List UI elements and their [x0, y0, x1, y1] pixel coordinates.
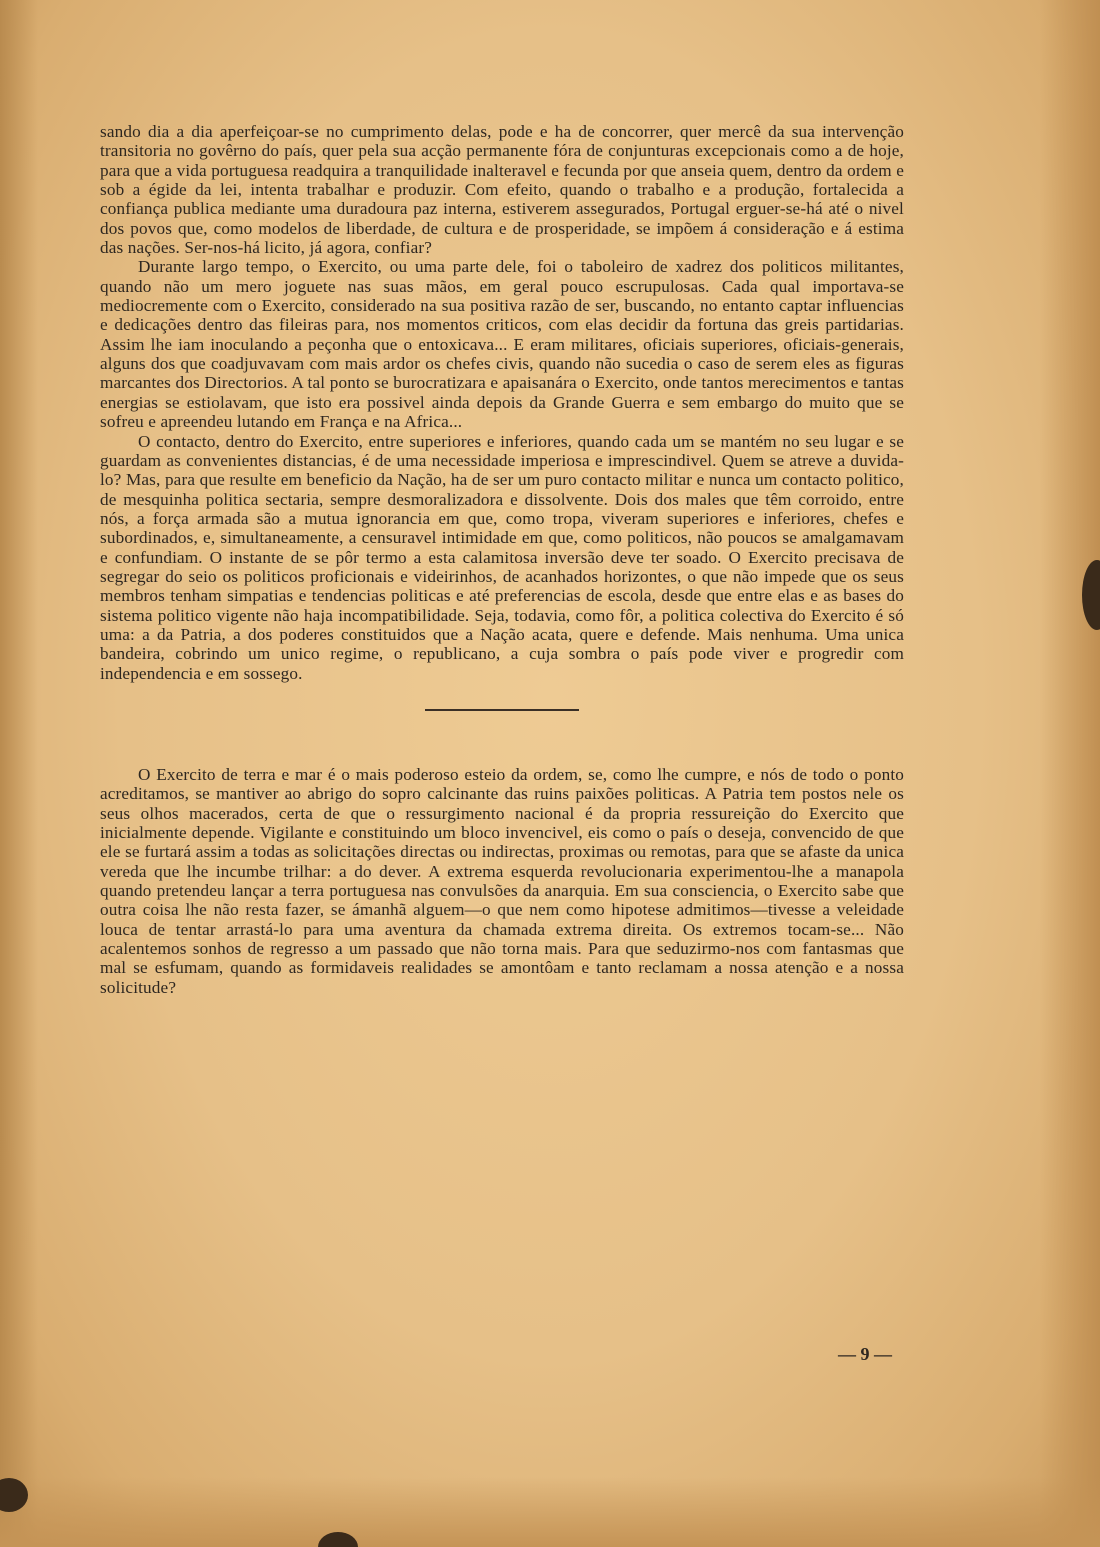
- paper-edge-left: [0, 0, 38, 1547]
- paragraph: O contacto, dentro do Exercito, entre superiores e inferiores, quando cada um se mantém no seu lugar e se guardam as convenientes distancias, é de uma necessidade imperiosa e imprescindivel. Quem se atreve a duvida-lo? Mas, para que resulte em beneficio da Nação, ha de ser um puro contacto militar e nunca um contacto politico, de mesquinha politica sectaria, sempre desmoralizadora e dissolvente. Dois dos males que têm corroido, entre nós, a força armada são a mutua ignorancia em que, como tropa, viveram superiores e inferiores, chefes e subordinados, e, simultaneamente, a censuravel intimidade em que, como politicos, não poucos se amalgamavam e confundiam. O instante de se pôr termo a esta calamitosa inversão deve ter soado. O Exercito precisava de segregar do seio os politicos proficionais e videirinhos, de acanhados horizontes, o que não impede que os seus membros tenham simpatias e tendencias politicas e até preferencias de escola, desde que entre elas e as bases do sistema politico vigente não haja incompatibilidade. Seja, todavia, como fôr, a politica colectiva do Exercito é só uma: a da Patria, a dos poderes constituidos que a Nação acata, quere e defende. Mais nenhuma. Uma unica bandeira, cobrindo um unico regime, o republicano, a cuja sombra o país pode viver e progredir com independencia e em sossego.: [100, 431, 904, 683]
- paragraph: Durante largo tempo, o Exercito, ou uma parte dele, foi o taboleiro de xadrez dos politicos militantes, quando não um mero joguete nas suas mãos, em geral pouco escrupulosas. Cada qual importava-se mediocremente com o Exercito, considerado na sua positiva razão de ser, buscando, no entanto captar influencias e dedicações dentro das fileiras para, nos momentos criticos, com elas decidir da fortuna das greis partidarias. Assim lhe iam inoculando a peçonha que o entoxicava... E eram militares, oficiais superiores, oficiais-generais, alguns dos que coadjuvavam com mais ardor os chefes civis, quando não sucedia o caso de serem eles as figuras marcantes dos Directorios. A tal ponto se burocratizara e apaisanára o Exercito, onde tantos merecimentos e tantas energias se estiolavam, que isto era possivel ainda depois da Grande Guerra e sem embargo do muito que se sofreu e apreendeu lutando em França e na Africa...: [100, 257, 904, 432]
- page-number: — 9 —: [838, 1344, 892, 1364]
- paragraph: O Exercito de terra e mar é o mais poderoso esteio da ordem, se, como lhe cumpre, e nós de todo o ponto acreditamos, se mantiver ao abrigo do sopro calcinante das ruins paixões politicas. A Patria tem postos nele os seus olhos macerados, certa de que o ressurgimento nacional é da propria ressureição do Exercito que inicialmente depende. Vigilante e constituindo um bloco invencivel, eis como o país o deseja, convencido de que ele se furtará assim a todas as solicitações directas ou indirectas, proximas ou remotas, para que se afaste da unica vereda que lhe incumbe trilhar: a do dever. A extrema esquerda revolucionaria experimentou-lhe a manapola quando pretendeu lançar a terra portuguesa nas convulsões da anarquia. Em sua consciencia, o Exercito sabe que outra coisa lhe não resta fazer, se ámanhã alguem—o que nem como hipotese admitimos—tivesse a veleidade louca de tentar arrastá-lo para uma aventura da chamada extrema direita. Os extremos tocam-se... Não acalentemos sonhos de regresso a um passado que não torna mais. Para que seduzirmo-nos com fantasmas que mal se esfumam, quando as formidaveis realidades se amontôam e tanto reclamam a nossa atenção e a nossa solicitude?: [100, 764, 904, 997]
- paper-edge-bottom: [0, 1477, 1100, 1547]
- paragraph: sando dia a dia aperfeiçoar-se no cumprimento delas, pode e ha de concorrer, quer mercê da sua intervenção transitoria no govêrno do país, quer pela sua acção permanente fóra de conjunturas excepcionais como a de hoje, para que a vida portuguesa readquira a tranquilidade inalteravel e fecunda por que anseia quem, dentro da ordem e sob a égide da lei, intenta trabalhar e produzir. Com efeito, quando o trabalho e a produção, fortalecida a confiança publica mediante uma duradoura paz interna, estiverem assegurados, Portugal erguer-se-há até o nivel dos povos que, como modelos de liberdade, de cultura e de prosperidade, se impõem á consideração e á estima das nações. Ser-nos-há licito, já agora, confiar?: [100, 122, 904, 258]
- paper-edge-right: [1040, 0, 1100, 1547]
- body-text: [100, 122, 904, 997]
- section-divider: [425, 709, 579, 711]
